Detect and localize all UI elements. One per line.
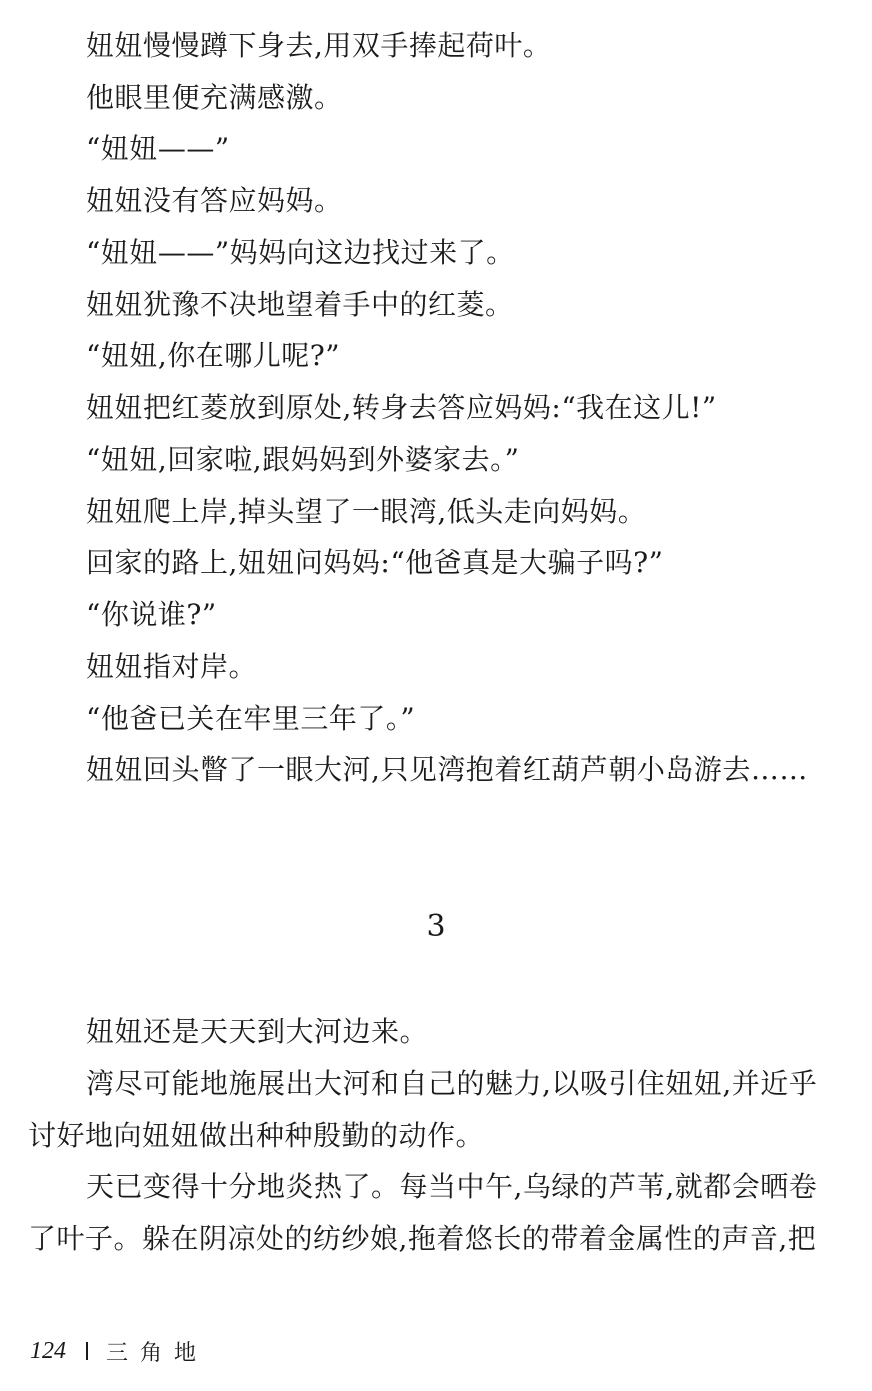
text-line: “妞妞——”	[86, 132, 230, 165]
text-line: 回家的路上,妞妞问妈妈:“他爸真是大骗子吗?”	[86, 546, 664, 579]
section-number: 3	[426, 909, 446, 944]
text-line: 讨好地向妞妞做出种种殷勤的动作。	[28, 1119, 485, 1152]
text-line: “你说谁?”	[86, 598, 217, 631]
text-line: 妞妞把红菱放到原处,转身去答应妈妈:“我在这儿!”	[86, 391, 717, 424]
text-line: “妞妞,你在哪儿呢?”	[86, 339, 341, 372]
text-line: 了叶子。躲在阴凉处的纺纱娘,拖着悠长的带着金属性的声音,把	[28, 1222, 817, 1255]
text-line: “妞妞,回家啦,跟妈妈到外婆家去。”	[86, 443, 520, 476]
text-line: “他爸已关在牢里三年了。”	[86, 702, 416, 735]
text-line: “妞妞——”妈妈向这边找过来了。	[86, 236, 515, 269]
text-line: 天已变得十分地炎热了。每当中午,乌绿的芦苇,就都会晒卷	[86, 1170, 818, 1203]
page-number: 124	[30, 1337, 66, 1364]
text-line: 他眼里便充满感激。	[86, 81, 343, 114]
text-line: 妞妞回头瞥了一眼大河,只见湾抱着红葫芦朝小岛游去……	[86, 753, 808, 786]
text-line: 妞妞指对岸。	[86, 650, 258, 683]
text-line: 妞妞犹豫不决地望着手中的红菱。	[86, 288, 514, 321]
text-line: 妞妞慢慢蹲下身去,用双手捧起荷叶。	[86, 29, 552, 62]
text-line: 妞妞没有答应妈妈。	[86, 184, 343, 217]
text-line: 妞妞爬上岸,掉头望了一眼湾,低头走向妈妈。	[86, 495, 647, 528]
text-line: 湾尽可能地施展出大河和自己的魅力,以吸引住妞妞,并近乎	[86, 1067, 818, 1100]
page-footer	[30, 1336, 208, 1366]
text-line: 妞妞还是天天到大河边来。	[86, 1015, 429, 1048]
book-title: 三角地	[106, 1340, 209, 1366]
footer-divider	[86, 1342, 88, 1360]
